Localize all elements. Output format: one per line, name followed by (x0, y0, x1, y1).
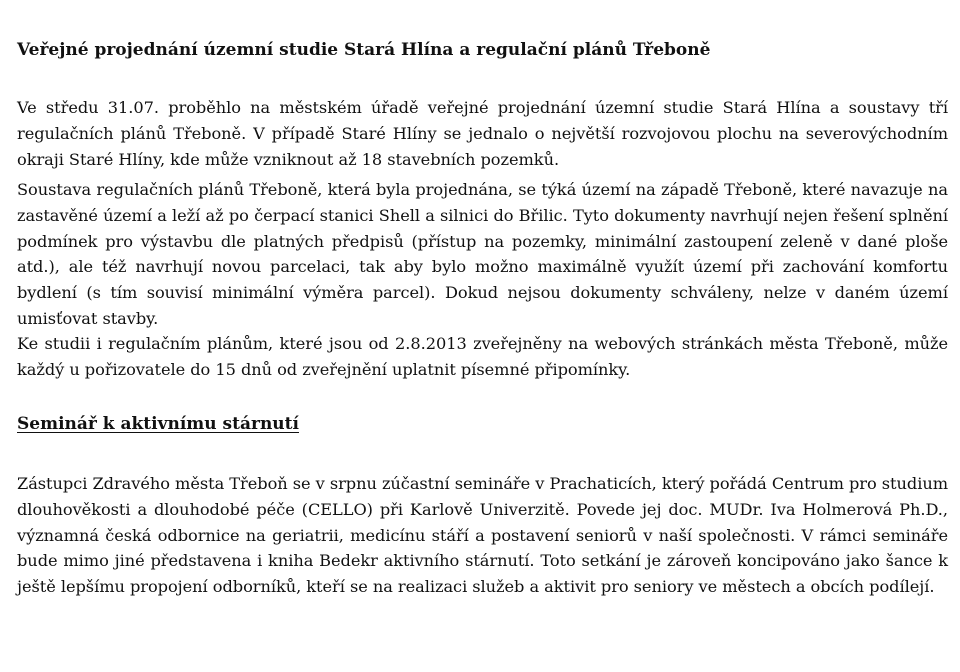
paragraph-hearing-intro: Ve středu 31.07. proběhlo na městském úřadě veřejné projednání územní studie Stará Hlína a soustavy tří regulačních plánů Třeboně. V případě Staré Hlíny se jednalo o největší rozvojovou plochu na severovýchodním okraji Staré Hlíny, kde může vzniknout až 18 stavebních pozemků. (17, 98, 948, 169)
paragraph-comments-deadline: Ke studii i regulačním plánům, které jsou od 2.8.2013 zveřejněny na webových stránkách města Třeboně, může každý u pořizovatele do 15 dnů od zveřejnění uplatnit písemné připomínky. (17, 334, 948, 379)
paragraph-regulation-plans: Soustava regulačních plánů Třeboně, která byla projednána, se týká území na západě Třeboně, které navazuje na zastavěné území a leží až po čerpací stanici Shell a silnici do Břilic. Tyto dokumenty navrhují nejen řešení splnění podmínek pro výstavbu dle platných předpisů (přístup na pozemky, minimální zastoupení zeleně v dané ploše atd.), ale též navrhují novou parcelaci, tak aby bylo možno maximálně využít území při zachování komfortu bydlení (s tím souvisí minimální výměra parcel). Dokud nejsou dokumenty schváleny, nelze v daném území umisťovat stavby. (17, 180, 948, 328)
paragraph-seminar-details: Zástupci Zdravého města Třeboň se v srpnu zúčastní semináře v Prachaticích, který pořádá Centrum pro studium dlouhověkosti a dlouhodobé péče (CELLO) při Karlově Univerzitě. Povede jej doc. MUDr. Iva Holmerová Ph.D., významná česká odbornice na geriatrii, medicínu stáří a postavení seniorů v naší společnosti. V rámci semináře bude mimo jiné představena i kniha Bedekr aktivního stárnutí. Toto setkání je zároveň koncipováno jako šance k ještě lepšímu propojení odborníků, kteří se na realizaci služeb a aktivit pro seniory ve městech a obcích podílejí. (17, 474, 948, 597)
section-title-public-hearing: Veřejné projednání územní studie Stará Hlína a regulační plánů Třeboně (17, 40, 711, 60)
section-title-active-ageing-seminar: Seminář k aktivnímu stárnutí (17, 414, 299, 434)
